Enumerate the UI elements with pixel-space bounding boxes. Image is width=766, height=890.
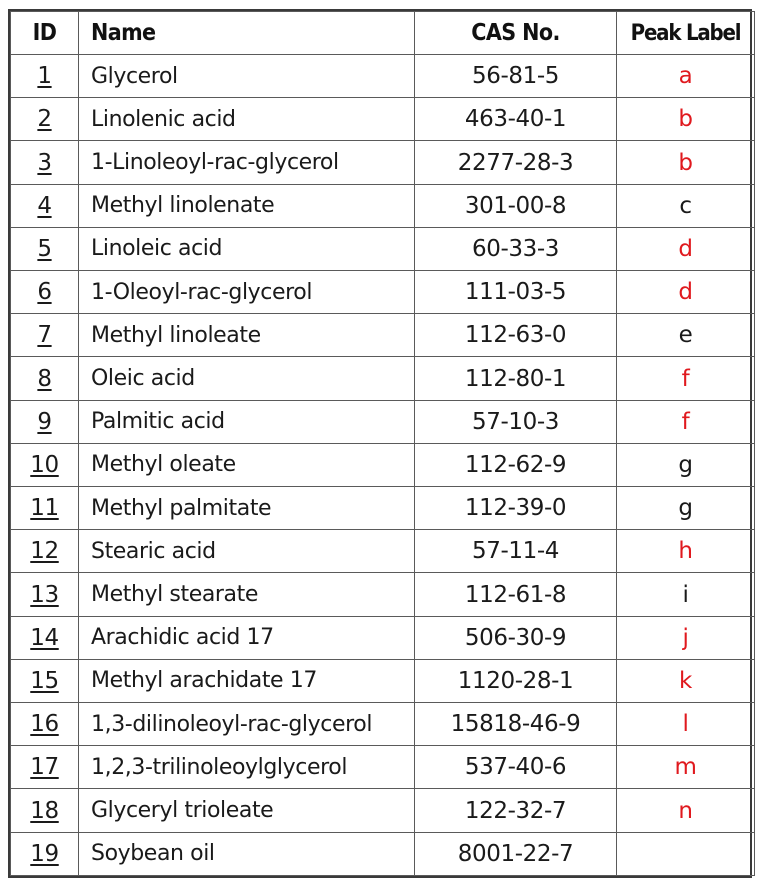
header-peak-label: Peak Label [617,12,755,55]
row-id-link[interactable]: 13 [30,581,59,608]
row-name-cell: Methyl oleate [79,443,415,486]
row-name-cell: 1-Oleoyl-rac-glycerol [79,271,415,314]
row-cas-cell: 122-32-7 [415,789,617,832]
row-id-cell [11,616,79,659]
row-peak-label-cell: c [617,184,755,227]
row-cas-cell: 57-11-4 [415,530,617,573]
row-cas-cell: 1120-28-1 [415,659,617,702]
table-row [11,659,755,702]
row-peak-label-cell: f [617,357,755,400]
header-cas-no: CAS No. [415,12,617,55]
row-id-link[interactable]: 14 [30,624,59,651]
row-id-cell [11,141,79,184]
row-id-cell [11,746,79,789]
row-name-cell: Methyl palmitate [79,487,415,530]
row-cas-cell: 60-33-3 [415,227,617,270]
row-cas-cell: 15818-46-9 [415,703,617,746]
row-peak-label-cell: b [617,98,755,141]
row-id-link[interactable]: 6 [37,279,52,306]
table-row [11,832,755,875]
row-name-cell: Soybean oil [79,832,415,875]
row-peak-label-cell: d [617,271,755,314]
row-cas-cell: 111-03-5 [415,271,617,314]
table-row [11,227,755,270]
table-row [11,357,755,400]
table-row [11,703,755,746]
table-row [11,184,755,227]
table-row [11,55,755,98]
row-id-cell [11,659,79,702]
row-peak-label-cell: l [617,703,755,746]
row-id-cell [11,357,79,400]
row-id-link[interactable]: 8 [37,365,52,392]
row-name-cell: Methyl linoleate [79,314,415,357]
row-cas-cell: 112-39-0 [415,487,617,530]
row-name-cell: Linoleic acid [79,227,415,270]
row-name-cell: Glycerol [79,55,415,98]
row-peak-label-cell [617,832,755,875]
table-body [11,55,755,876]
row-id-cell [11,703,79,746]
header-id: ID [11,12,79,55]
table-row [11,314,755,357]
row-name-cell: Linolenic acid [79,98,415,141]
row-id-cell [11,832,79,875]
row-id-cell [11,271,79,314]
table-row [11,487,755,530]
row-id-cell [11,530,79,573]
row-cas-cell: 537-40-6 [415,746,617,789]
row-id-link[interactable]: 5 [37,235,52,262]
row-id-cell [11,98,79,141]
row-id-link[interactable]: 16 [30,711,59,738]
row-peak-label-cell: a [617,55,755,98]
row-id-link[interactable]: 3 [37,149,52,176]
row-id-link[interactable]: 1 [37,63,52,90]
table-row [11,789,755,832]
row-name-cell: Palmitic acid [79,400,415,443]
row-id-link[interactable]: 2 [37,106,52,133]
row-peak-label-cell: h [617,530,755,573]
row-peak-label-cell: e [617,314,755,357]
row-cas-cell: 56-81-5 [415,55,617,98]
row-cas-cell: 506-30-9 [415,616,617,659]
row-cas-cell: 8001-22-7 [415,832,617,875]
table-row [11,400,755,443]
row-cas-cell: 112-62-9 [415,443,617,486]
row-peak-label-cell: n [617,789,755,832]
table-row [11,616,755,659]
row-peak-label-cell: d [617,227,755,270]
row-id-cell [11,443,79,486]
table-row [11,271,755,314]
table-row [11,573,755,616]
table-row [11,98,755,141]
row-peak-label-cell: g [617,487,755,530]
row-id-cell [11,487,79,530]
row-id-link[interactable]: 12 [30,538,59,565]
row-peak-label-cell: i [617,573,755,616]
row-peak-label-cell: j [617,616,755,659]
row-name-cell: Glyceryl trioleate [79,789,415,832]
row-name-cell: 1,2,3-trilinoleoylglycerol [79,746,415,789]
header-name: Name [79,12,415,55]
row-id-cell [11,227,79,270]
row-name-cell: 1,3-dilinoleoyl-rac-glycerol [79,703,415,746]
row-id-link[interactable]: 19 [30,840,59,867]
row-id-link[interactable]: 7 [37,322,52,349]
compound-table-grid [10,11,755,876]
row-peak-label-cell: k [617,659,755,702]
row-name-cell: 1-Linoleoyl-rac-glycerol [79,141,415,184]
row-id-link[interactable]: 11 [30,495,59,522]
row-id-link[interactable]: 10 [30,451,59,478]
row-id-link[interactable]: 4 [37,192,52,219]
row-name-cell: Stearic acid [79,530,415,573]
table-row [11,443,755,486]
row-cas-cell: 112-63-0 [415,314,617,357]
row-id-link[interactable]: 15 [30,667,59,694]
row-id-cell [11,184,79,227]
row-peak-label-cell: m [617,746,755,789]
row-name-cell: Oleic acid [79,357,415,400]
row-peak-label-cell: b [617,141,755,184]
row-cas-cell: 57-10-3 [415,400,617,443]
row-name-cell: Methyl arachidate 17 [79,659,415,702]
row-name-cell: Arachidic acid 17 [79,616,415,659]
row-id-link[interactable]: 9 [37,408,52,435]
row-cas-cell: 301-00-8 [415,184,617,227]
row-name-cell: Methyl linolenate [79,184,415,227]
row-cas-cell: 112-61-8 [415,573,617,616]
table-header-row [11,12,755,55]
row-id-link[interactable]: 17 [30,754,59,781]
row-cas-cell: 463-40-1 [415,98,617,141]
table-row [11,141,755,184]
row-name-cell: Methyl stearate [79,573,415,616]
row-cas-cell: 112-80-1 [415,357,617,400]
row-id-link[interactable]: 18 [30,797,59,824]
row-peak-label-cell: f [617,400,755,443]
row-id-cell [11,400,79,443]
row-id-cell [11,55,79,98]
row-cas-cell: 2277-28-3 [415,141,617,184]
table-row [11,530,755,573]
compound-table [8,9,752,878]
row-id-cell [11,314,79,357]
table-row [11,746,755,789]
row-peak-label-cell: g [617,443,755,486]
row-id-cell [11,573,79,616]
row-id-cell [11,789,79,832]
